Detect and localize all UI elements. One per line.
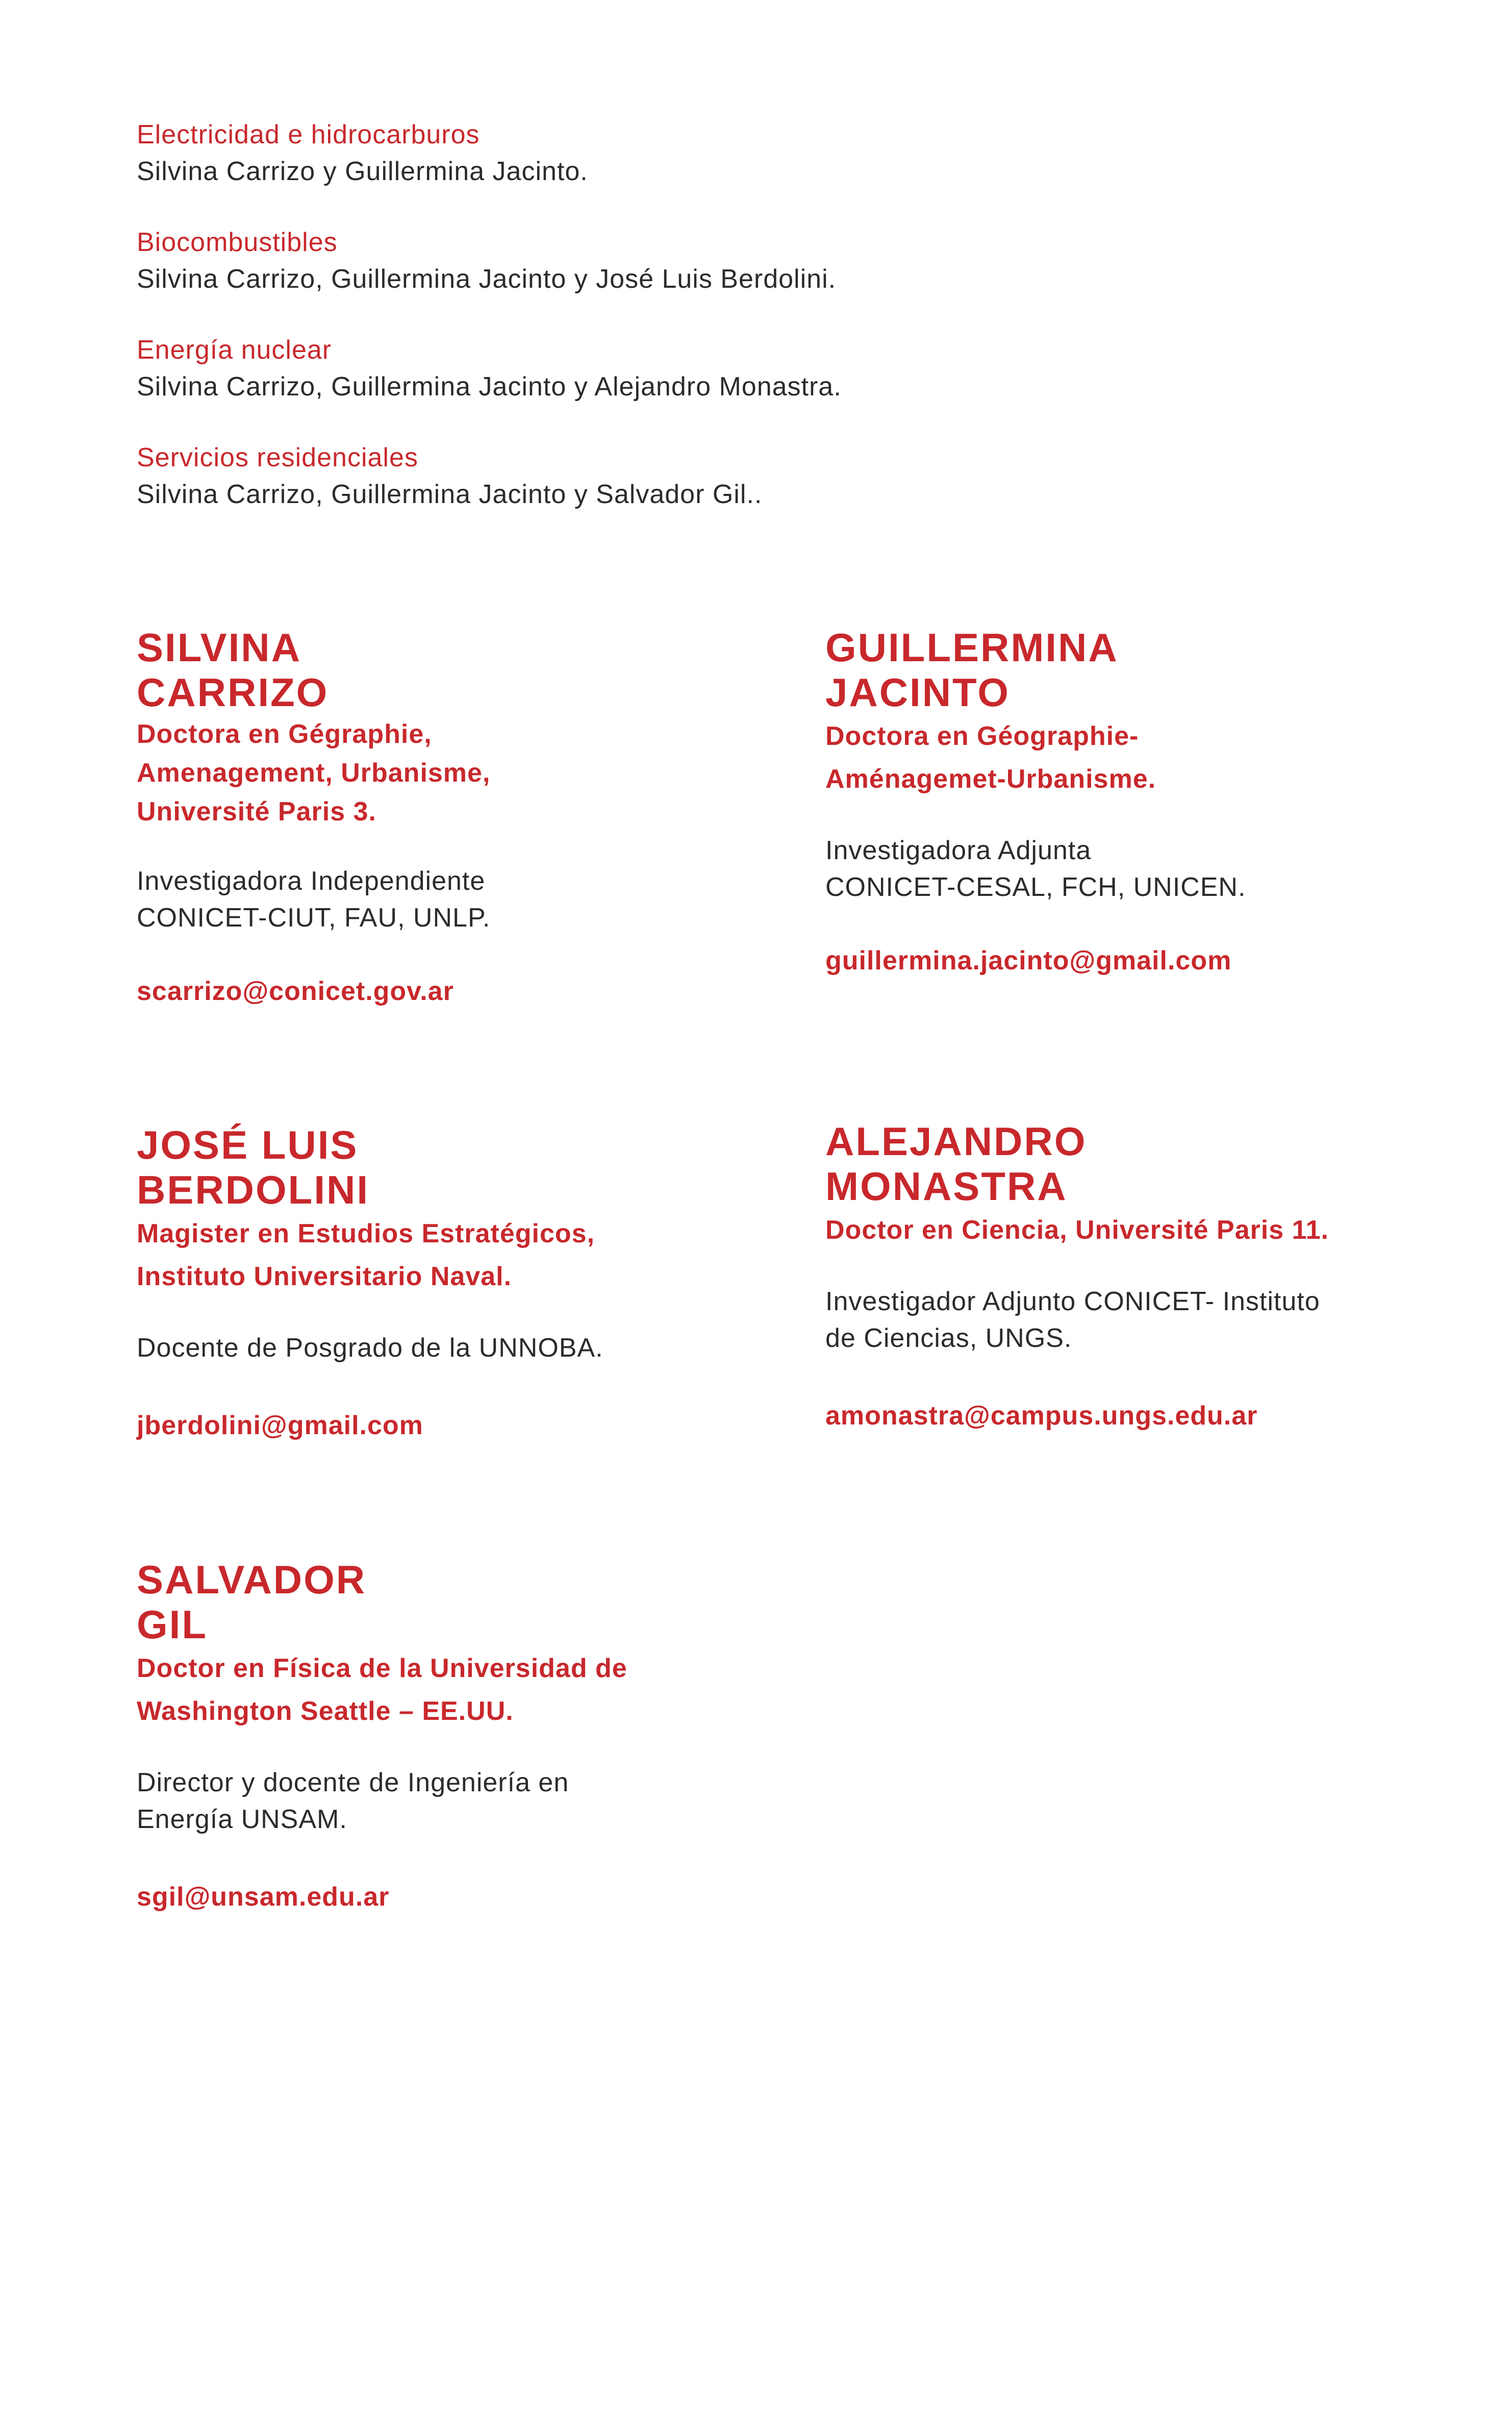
- position-line: de Ciencias, UNGS.: [825, 1323, 1072, 1353]
- chapter-title: Electricidad e hidrocarburos: [137, 120, 480, 149]
- chapter-credit: [137, 332, 1412, 405]
- position-line: Director y docente de Ingeniería en: [137, 1768, 569, 1797]
- author-name: [137, 1122, 774, 1212]
- author-name: [137, 625, 774, 715]
- author-position: [137, 1330, 774, 1366]
- author-position: [825, 1283, 1463, 1357]
- author-email-link[interactable]: amonastra@campus.ungs.edu.ar: [825, 1401, 1258, 1431]
- author-name-line: JACINTO: [825, 670, 1010, 715]
- author-position: [137, 1764, 774, 1838]
- author-name-line: MONASTRA: [825, 1164, 1068, 1209]
- author-name-line: JOSÉ LUIS: [137, 1122, 359, 1167]
- position-line: Investigadora Independiente: [137, 866, 486, 896]
- position-line: Investigador Adjunto CONICET- Instituto: [825, 1287, 1320, 1316]
- author-name-line: CARRIZO: [137, 670, 329, 715]
- degree-line: Doctor en Ciencia, Université Paris 11.: [825, 1215, 1329, 1245]
- author-email-link[interactable]: scarrizo@conicet.gov.ar: [137, 977, 454, 1006]
- author-name-line: GUILLERMINA: [825, 625, 1119, 670]
- position-line: CONICET-CIUT, FAU, UNLP.: [137, 903, 491, 933]
- degree-line: Amenagement, Urbanisme,: [137, 758, 491, 788]
- chapter-credit: [137, 439, 1412, 513]
- chapter-authors: Silvina Carrizo y Guillermina Jacinto.: [137, 157, 588, 186]
- chapter-authors: Silvina Carrizo, Guillermina Jacinto y Alejandro Monastra.: [137, 372, 842, 402]
- degree-line: Doctora en Géographie-: [825, 721, 1139, 751]
- author-name-line: SALVADOR: [137, 1557, 367, 1602]
- degree-line: Washington Seattle – EE.UU.: [137, 1696, 514, 1726]
- author-position: [825, 832, 1463, 906]
- chapter-authors: Silvina Carrizo, Guillermina Jacinto y José Luis Berdolini.: [137, 264, 837, 294]
- author-email-link[interactable]: sgil@unsam.edu.ar: [137, 1882, 390, 1912]
- position-line: CONICET-CESAL, FCH, UNICEN.: [825, 872, 1246, 902]
- author-name-line: ALEJANDRO: [825, 1119, 1087, 1164]
- author-name: [825, 1119, 1463, 1209]
- author-bio-jacinto: [825, 625, 1463, 979]
- chapter-title: Servicios residenciales: [137, 443, 418, 472]
- author-name-line: SILVINA: [137, 625, 301, 670]
- position-line: Docente de Posgrado de la UNNOBA.: [137, 1333, 603, 1363]
- degree-line: Doctora en Gégraphie,: [137, 719, 432, 749]
- author-name: [825, 625, 1463, 715]
- author-bio-gil: [137, 1557, 774, 1915]
- author-degree: [137, 1212, 774, 1298]
- author-name-line: GIL: [137, 1602, 208, 1647]
- author-bio-berdolini: [137, 1122, 774, 1444]
- chapter-authors: Silvina Carrizo, Guillermina Jacinto y Salvador Gil..: [137, 480, 763, 509]
- degree-line: Instituto Universitario Naval.: [137, 1262, 512, 1291]
- position-line: Energía UNSAM.: [137, 1805, 347, 1834]
- chapter-title: Biocombustibles: [137, 228, 338, 257]
- author-email-link[interactable]: guillermina.jacinto@gmail.com: [825, 946, 1232, 975]
- author-degree: [825, 715, 1463, 800]
- chapter-credit: [137, 224, 1412, 297]
- author-degree: [137, 715, 774, 831]
- author-position: [137, 863, 774, 936]
- author-name-line: BERDOLINI: [137, 1167, 369, 1212]
- position-line: Investigadora Adjunta: [825, 836, 1092, 865]
- degree-line: Doctor en Física de la Universidad de: [137, 1654, 627, 1683]
- degree-line: Magister en Estudios Estratégicos,: [137, 1219, 595, 1248]
- degree-line: Aménagemet-Urbanisme.: [825, 764, 1156, 794]
- author-name: [137, 1557, 774, 1647]
- chapter-title: Energía nuclear: [137, 335, 332, 365]
- author-bio-monastra: [825, 1119, 1463, 1434]
- chapter-credits-list: [137, 116, 1412, 547]
- chapter-credit: [137, 116, 1412, 190]
- author-degree: [137, 1647, 774, 1733]
- degree-line: Université Paris 3.: [137, 797, 376, 827]
- author-bio-carrizo: [137, 625, 774, 1010]
- author-degree: [825, 1209, 1463, 1252]
- author-email-link[interactable]: jberdolini@gmail.com: [137, 1411, 423, 1440]
